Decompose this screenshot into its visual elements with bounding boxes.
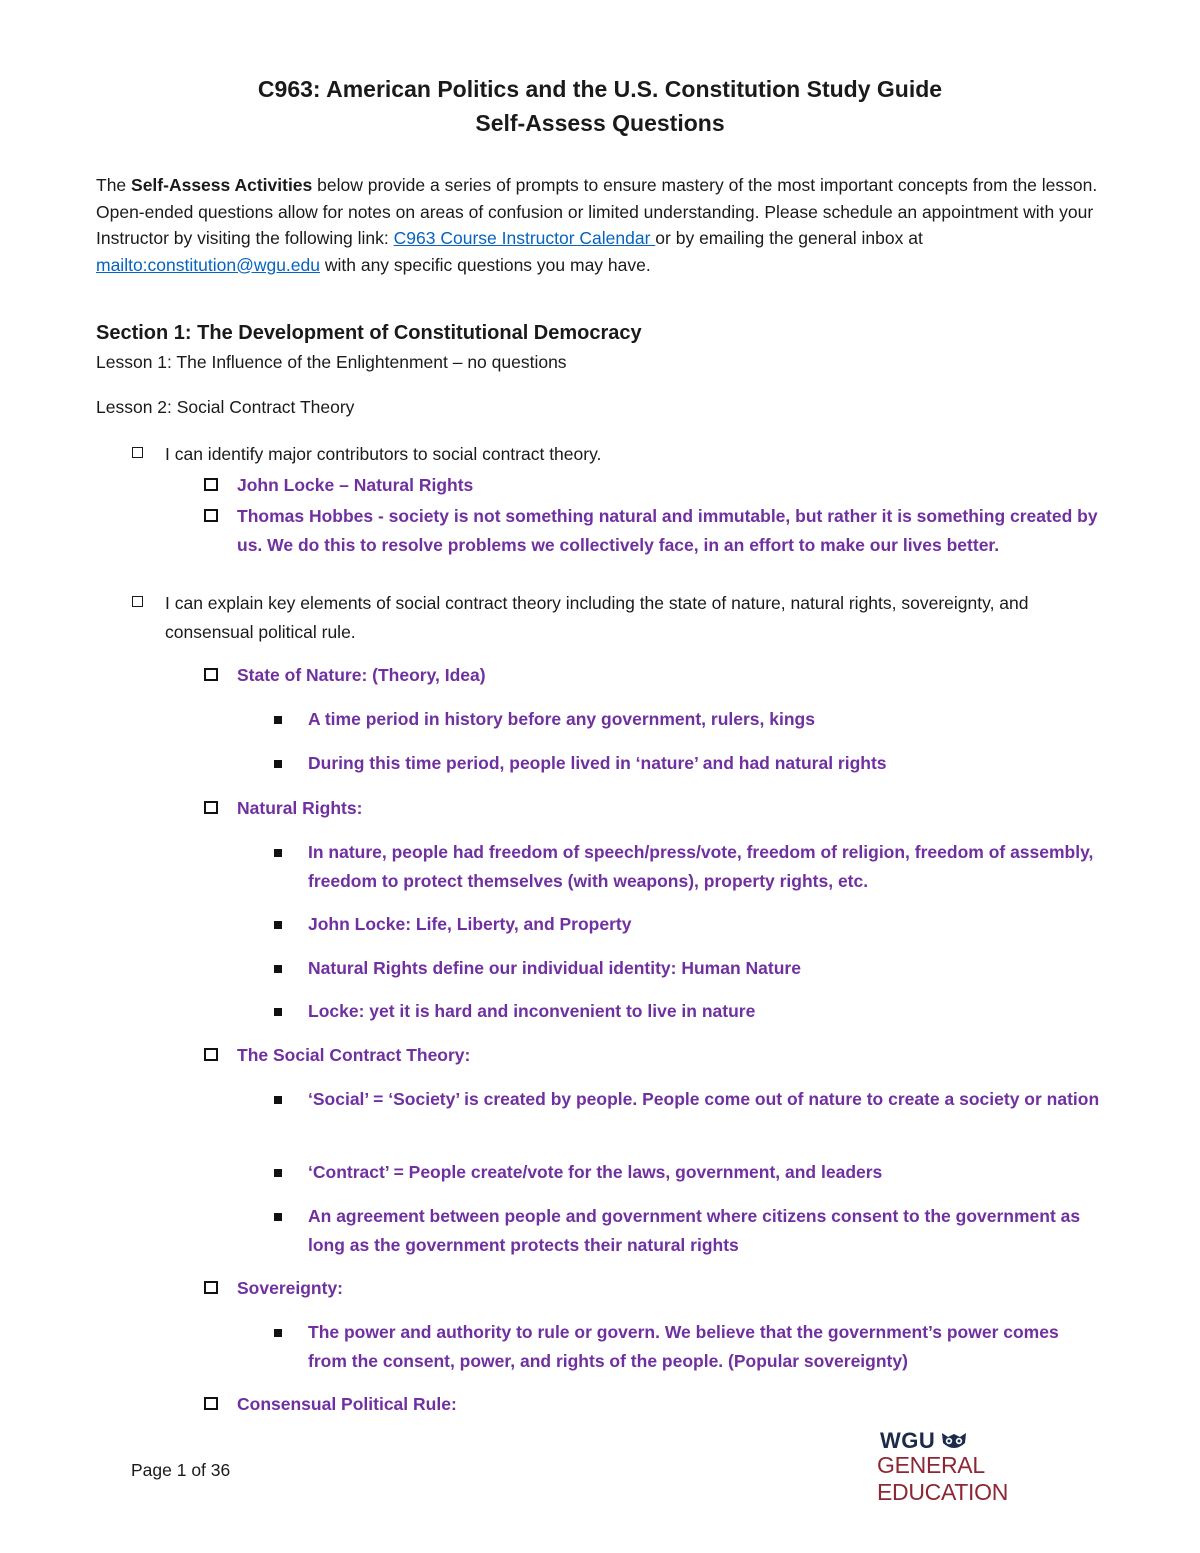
bullet-item [270,1318,1100,1375]
bullet-item-text: A time period in history before any government, rulers, kings [308,709,815,729]
checklist-subitem-text: John Locke – Natural Rights [237,475,474,495]
intro-bold-text: Self-Assess Activities [131,175,313,195]
bullet-item [270,1202,1100,1259]
checklist-subitem [204,1041,1104,1070]
checklist-item [132,440,1112,469]
bullet-item [270,1158,1100,1187]
checklist-subitem-text: Thomas Hobbes - society is not something natural and immutable, but rather it is something created by us. We do this to resolve problems we collectively face, in an effort to make our lives better. [237,506,1098,555]
bullet-item [270,705,1100,734]
section-1-heading: Section 1: The Development of Constitutional Democracy [96,322,642,344]
checklist-subitem-text: Natural Rights: [237,798,363,818]
document-title: C963: American Politics and the U.S. Constitution Study Guide [257,76,943,102]
instructor-calendar-link[interactable]: C963 Course Instructor Calendar [393,228,656,248]
intro-paragraph [96,172,1106,278]
bullet-item-text: An agreement between people and government where citizens consent to the government as long as the government protects their natural rights [308,1206,1081,1255]
lesson-1-label: Lesson 1: The Influence of the Enlightenment – no questions [96,352,567,372]
bullet-item-text: Locke: yet it is hard and inconvenient to live in nature [308,1001,756,1021]
owl-icon [940,1431,968,1451]
bullet-item-text: Natural Rights define our individual identity: Human Nature [308,958,801,978]
checklist-subitem-text: Sovereignty: [237,1278,343,1298]
logo-wgu-text: WGU [880,1428,936,1453]
email-link[interactable]: mailto:constitution@wgu.edu [96,254,320,275]
bullet-item [270,838,1100,895]
checklist-item-text: I can explain key elements of social contract theory including the state of nature, natural rights, sovereignty, and consensual political rule. [165,593,1029,642]
page-number: Page 1 of 36 [131,1460,231,1480]
wgu-general-education-logo [877,1428,1107,1505]
checklist-item [132,589,1112,646]
bullet-item [270,954,1100,983]
bullet-item-text: ‘Contract’ = People create/vote for the laws, government, and leaders [308,1162,883,1182]
checklist-subitem-text: The Social Contract Theory: [237,1045,471,1065]
checklist-subitem [204,1274,1104,1303]
intro-text-4: with any specific questions you may have. [320,254,651,275]
bullet-item [270,910,1100,939]
intro-text-3: or by emailing the general inbox at [655,228,923,248]
bullet-item-text: ‘Social’ = ‘Society’ is created by people. People come out of nature to create a society or nation [308,1089,1100,1109]
bullet-item-text: In nature, people had freedom of speech/press/vote, freedom of religion, freedom of assembly, freedom to protect themselves (with weapons), property rights, etc. [308,842,1094,891]
intro-text-1: The [96,175,132,195]
checklist-subitem [204,502,1104,559]
checklist-subitem [204,471,1104,500]
intro-text-2: below provide a series of prompts to ensure mastery of the most important concepts from the lesson. Open-ended questions allow for notes on areas of confusion or limited understanding. Please schedule an appointment with your Instructor by visiting the following link: [96,175,1098,248]
bullet-item [270,1085,1100,1114]
bullet-item-text: The power and authority to rule or govern. We believe that the government’s power comes from the consent, power, and rights of the people. (Popular sovereignty) [308,1322,1059,1371]
checklist-subitem [204,1390,1104,1419]
checklist-subitem [204,661,1104,690]
document-subtitle: Self-Assess Questions [475,110,725,136]
bullet-item [270,997,1100,1026]
lesson-2-label: Lesson 2: Social Contract Theory [96,397,355,417]
checklist-item-text: I can identify major contributors to social contract theory. [165,444,602,464]
bullet-item [270,749,1100,778]
checklist-subitem [204,794,1104,823]
bullet-item-text: John Locke: Life, Liberty, and Property [308,914,632,934]
checklist-subitem-text: Consensual Political Rule: [237,1394,457,1414]
logo-general-education-text: GENERAL EDUCATION [877,1452,1009,1505]
bullet-item-text: During this time period, people lived in ‘nature’ and had natural rights [308,753,887,773]
checklist-subitem-text: State of Nature: (Theory, Idea) [237,665,486,685]
